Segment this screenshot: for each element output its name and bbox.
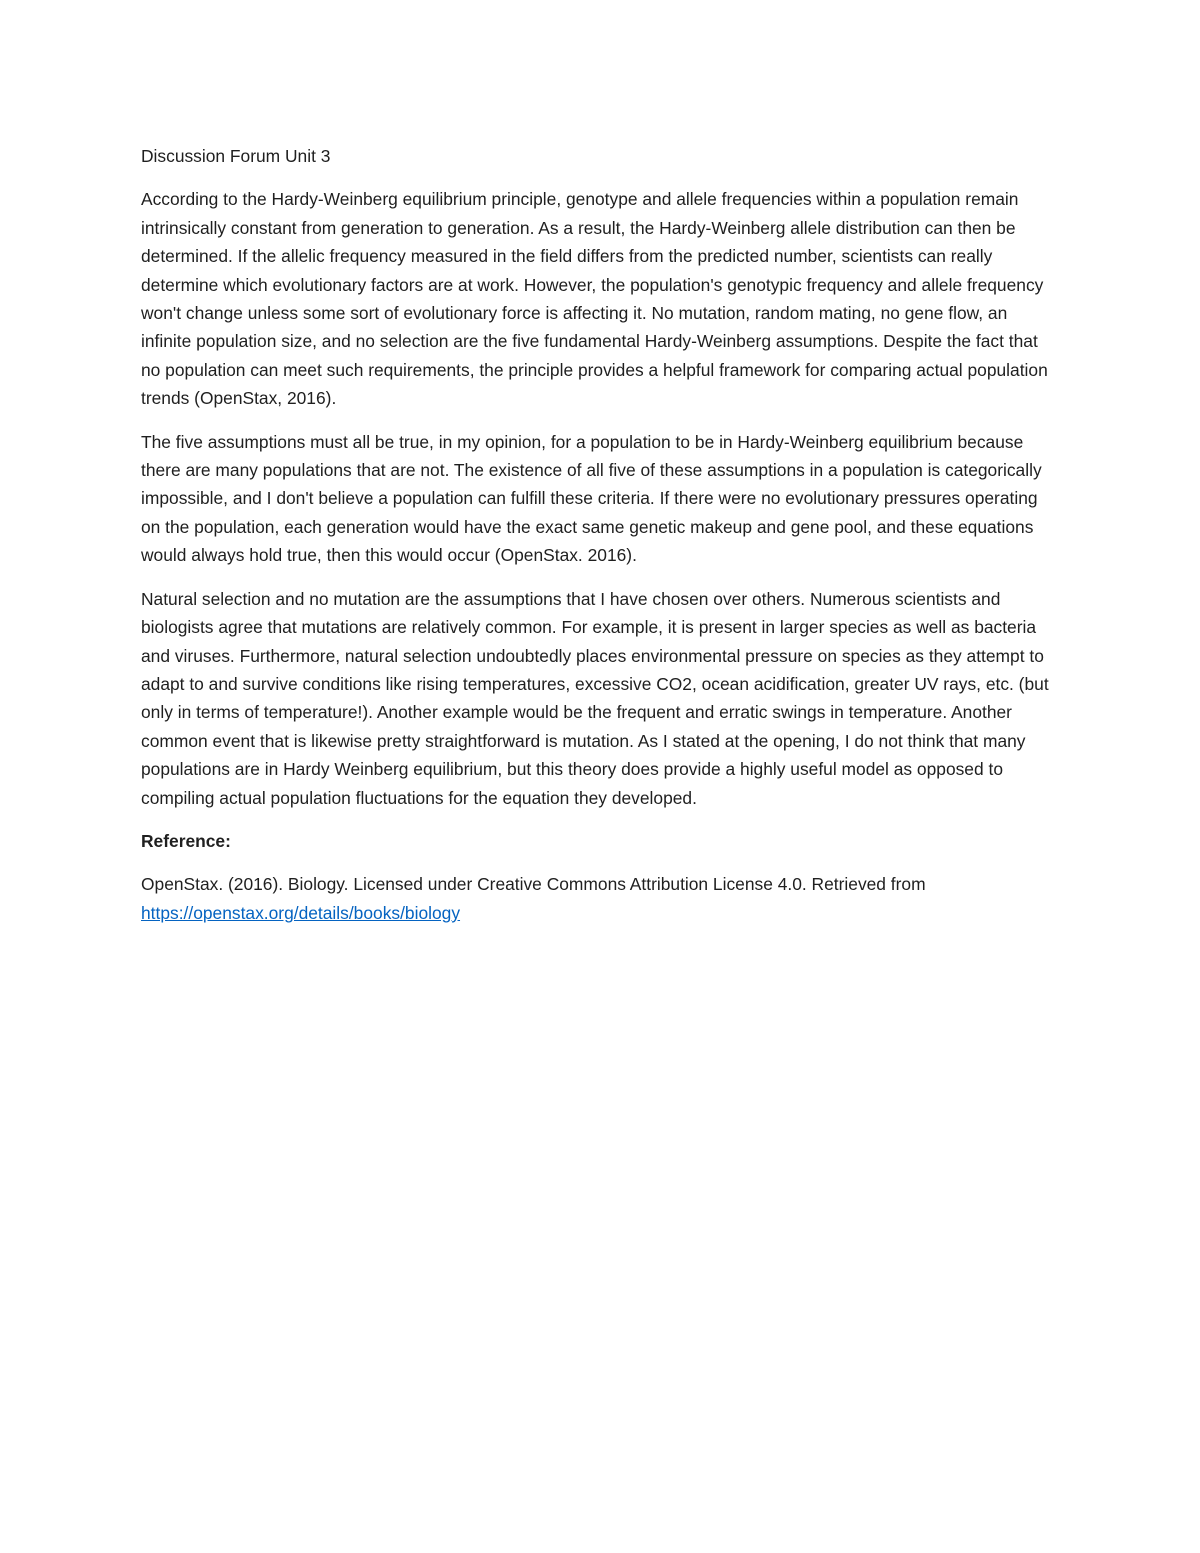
- reference-heading: Reference:: [141, 830, 231, 851]
- paragraph-2: The five assumptions must all be true, in my opinion, for a population to be in Hardy-Weinberg equilibrium because there are many populations that are not. The existence of all five of these assumptions in a population is categorically impossible, and I don't believe a population can fulfill these criteria. If there were no evolutionary pressures operating on the population, each generation would have the exact same genetic makeup and gene pool, and these equations would always hold true, then this would occur (OpenStax. 2016).: [141, 431, 1042, 566]
- reference-entry: [141, 870, 1061, 927]
- reference-text: OpenStax. (2016). Biology. Licensed under Creative Commons Attribution License 4.0. Retrieved from: [141, 874, 926, 895]
- document-title: Discussion Forum Unit 3: [141, 146, 331, 166]
- document-body: [141, 142, 1061, 927]
- paragraph-1: According to the Hardy-Weinberg equilibrium principle, genotype and allele frequencies within a population remain intrinsically constant from generation to generation. As a result, the Hardy-Weinberg allele distribution can then be determined. If the allelic frequency measured in the field differs from the predicted number, scientists can really determine which evolutionary factors are at work. However, the population's genotypic frequency and allele frequency won't change unless some sort of evolutionary force is affecting it. No mutation, random mating, no gene flow, an infinite population size, and no selection are the five fundamental Hardy-Weinberg assumptions. Despite the fact that no population can meet such requirements, the principle provides a helpful framework for comparing actual population trends (OpenStax, 2016).: [141, 189, 1048, 409]
- paragraph-3: Natural selection and no mutation are the assumptions that I have chosen over others. Numerous scientists and biologists agree that mutations are relatively common. For example, it is present in larger species as well as bacteria and viruses. Furthermore, natural selection undoubtedly places environmental pressure on species as they attempt to adapt to and survive conditions like rising temperatures, excessive CO2, ocean acidification, greater UV rays, etc. (but only in terms of temperature!). Another example would be the frequent and erratic swings in temperature. Another common event that is likewise pretty straightforward is mutation. As I stated at the opening, I do not think that many populations are in Hardy Weinberg equilibrium, but this theory does provide a highly useful model as opposed to compiling actual population fluctuations for the equation they developed.: [141, 588, 1049, 808]
- reference-link[interactable]: https://openstax.org/details/books/biology: [141, 902, 461, 923]
